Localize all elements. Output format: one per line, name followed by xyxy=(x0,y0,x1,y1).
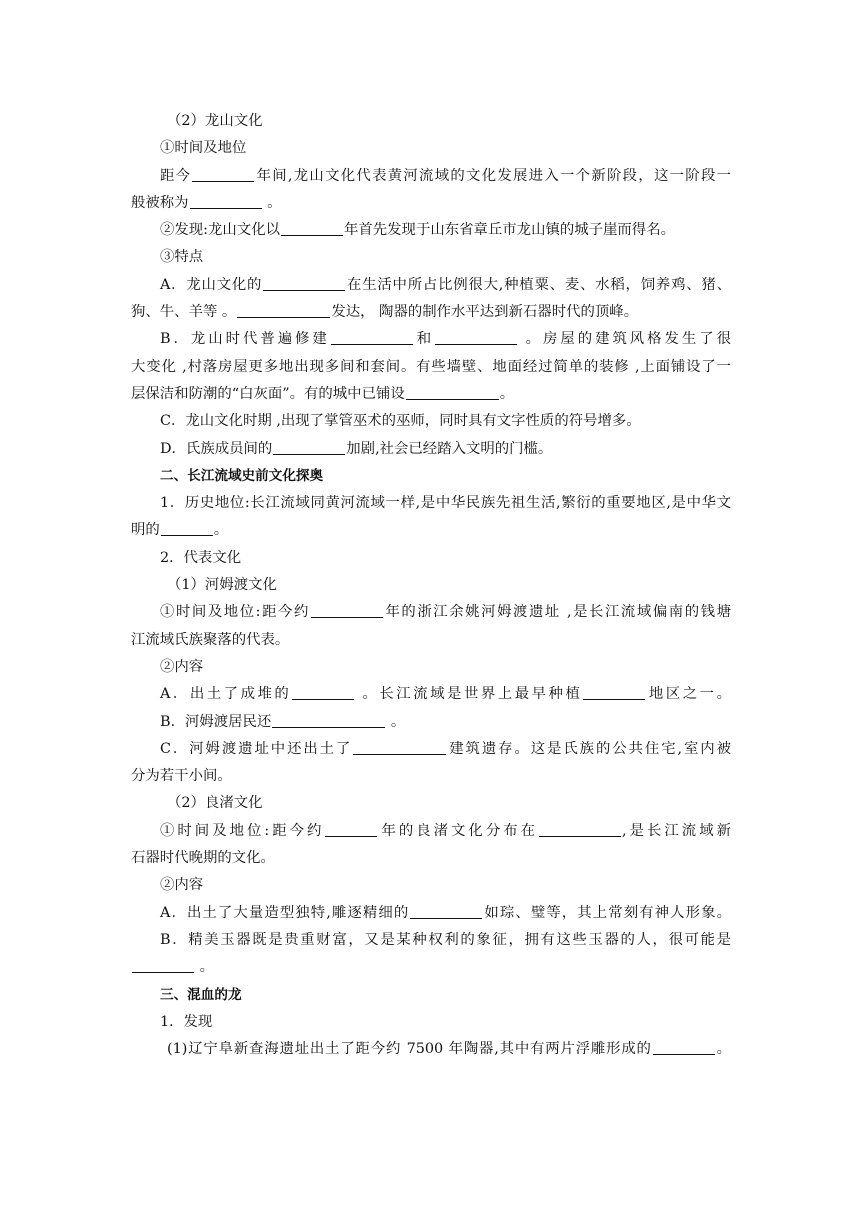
text-line xyxy=(131,818,731,845)
fill-in-blank[interactable] xyxy=(281,221,343,236)
text-segment: 1．发现 xyxy=(160,1013,213,1030)
text-segment: 石器时代晚期的文化。 xyxy=(131,850,275,867)
text-segment: B．龙山时代普遍修建 xyxy=(160,331,330,348)
text-line xyxy=(131,654,731,681)
text-line xyxy=(131,517,731,544)
text-segment: B．河姆渡居民还 xyxy=(160,713,272,730)
fill-in-blank[interactable] xyxy=(192,167,254,182)
text-segment: ①时间及地位:距今约 xyxy=(160,604,310,621)
text-segment: 。 xyxy=(499,385,515,402)
text-line xyxy=(131,108,731,135)
text-line xyxy=(131,709,731,736)
fill-in-blank[interactable] xyxy=(410,904,482,919)
text-line xyxy=(131,790,731,817)
text-segment: （2）良渚文化 xyxy=(167,795,263,812)
text-segment: 般被称为 xyxy=(131,194,189,211)
text-line xyxy=(131,763,731,790)
text-segment: 如琮、璧等，其上常刻有神人形象。 xyxy=(483,904,731,921)
text-segment: ②内容 xyxy=(160,877,204,894)
fill-in-blank[interactable] xyxy=(406,385,499,400)
text-line xyxy=(131,135,731,162)
text-segment: 年间,龙山文化代表黄河流域的文化发展进入一个新阶段，这一阶段一 xyxy=(255,167,731,184)
fill-in-blank[interactable] xyxy=(263,276,345,291)
text-segment: ③特点 xyxy=(160,249,204,266)
text-line xyxy=(131,545,731,572)
text-segment: 江流域氏族聚落的代表。 xyxy=(131,631,290,648)
text-segment: ,是长江流域新 xyxy=(622,822,731,839)
text-segment: A．龙山文化的 xyxy=(160,276,263,293)
text-line xyxy=(131,954,731,981)
text-line xyxy=(131,872,731,899)
fill-in-blank[interactable] xyxy=(273,440,345,455)
fill-in-blank[interactable] xyxy=(325,822,377,837)
text-line xyxy=(131,572,731,599)
text-segment: 明的 xyxy=(131,522,160,539)
fill-in-blank[interactable] xyxy=(331,330,413,345)
text-line xyxy=(131,627,731,654)
text-segment: （2）龙山文化 xyxy=(167,113,263,129)
text-segment: 分为若干小间。 xyxy=(131,768,232,785)
fill-in-blank[interactable] xyxy=(353,740,446,755)
section-heading xyxy=(131,982,731,1009)
text-segment: 。 xyxy=(715,1041,731,1058)
text-segment: 层保洁和防潮的“白灰面”。有的城中已铺设 xyxy=(131,385,405,402)
text-line xyxy=(131,1009,731,1036)
text-segment: 大变化 ,村落房屋更多地出现多间和套间。有些墙壁、地面经过简单的装修 ,上面铺设了一 xyxy=(131,358,731,375)
text-line xyxy=(131,736,731,763)
text-segment: 年首先发现于山东省章丘市龙山镇的城子崖而得名。 xyxy=(343,222,675,239)
text-segment: 。 xyxy=(386,713,406,730)
fill-in-blank[interactable] xyxy=(653,1040,715,1055)
fill-in-blank[interactable] xyxy=(292,685,354,700)
fill-in-blank[interactable] xyxy=(539,822,621,837)
text-segment: 。 xyxy=(195,959,214,976)
fill-in-blank[interactable] xyxy=(311,603,383,618)
text-line xyxy=(131,1036,731,1063)
text-line xyxy=(131,681,731,708)
text-line xyxy=(131,272,731,299)
text-segment: 。房屋的建筑风格发生了很 xyxy=(518,331,731,348)
text-segment: A．出土了成堆的 xyxy=(160,686,292,703)
text-segment: ①时间及地位 xyxy=(160,140,247,157)
text-segment: 和 xyxy=(413,331,435,348)
text-segment: ①时间及地位:距今约 xyxy=(160,822,325,839)
text-segment: 三、混血的龙 xyxy=(160,986,242,1003)
fill-in-blank[interactable] xyxy=(435,330,517,345)
fill-in-blank[interactable] xyxy=(272,713,385,728)
fill-in-blank[interactable] xyxy=(132,958,194,973)
text-segment: C．龙山文化时期 ,出现了掌管巫术的巫师，同时具有文字性质的符号增多。 xyxy=(160,413,641,430)
text-line xyxy=(131,163,731,190)
text-segment: 地区之一。 xyxy=(646,686,731,703)
text-segment: D．氏族成员间的 xyxy=(160,440,273,457)
fill-in-blank[interactable] xyxy=(583,685,645,700)
text-segment: 发达， 陶器的制作水平达到新石器时代的顶峰。 xyxy=(331,304,639,321)
document-body xyxy=(131,108,731,1063)
text-line xyxy=(131,599,731,626)
text-line xyxy=(131,326,731,353)
fill-in-blank[interactable] xyxy=(237,303,330,318)
fill-in-blank[interactable] xyxy=(190,194,262,209)
text-segment: 2．代表文化 xyxy=(160,549,242,566)
text-segment: 建筑遗存。这是氏族的公共住宅,室内被 xyxy=(447,740,731,757)
text-segment: 年的浙江余姚河姆渡遗址 ,是长江流域偏南的钱塘 xyxy=(383,604,731,621)
text-segment: 加剧,社会已经踏入文明的门槛。 xyxy=(346,440,553,457)
text-line xyxy=(131,381,731,408)
text-segment: C．河姆渡遗址中还出土了 xyxy=(160,740,353,757)
text-line xyxy=(131,244,731,271)
text-line xyxy=(131,217,731,244)
text-segment: 。长江流域是世界上最早种植 xyxy=(355,686,583,703)
text-line xyxy=(131,845,731,872)
text-segment: (1)辽宁阜新查海遗址出土了距今约 7500 年陶器,其中有两片浮雕形成的 xyxy=(167,1041,652,1058)
text-segment: 狗、牛、羊等 。 xyxy=(131,304,237,321)
text-segment: A．出土了大量造型独特,雕逐精细的 xyxy=(160,904,410,921)
text-segment: （1）河姆渡文化 xyxy=(167,577,277,594)
text-line xyxy=(131,354,731,381)
text-segment: B．精美玉器既是贵重财富，又是某种权利的象征，拥有这些玉器的人，很可能是 xyxy=(160,931,731,948)
text-line xyxy=(131,190,731,217)
fill-in-blank[interactable] xyxy=(161,521,213,536)
text-segment: ②发现:龙山文化以 xyxy=(160,222,280,239)
text-line xyxy=(131,436,731,463)
text-segment: ②内容 xyxy=(160,658,204,675)
text-line xyxy=(131,299,731,326)
text-segment: 距今 xyxy=(160,167,192,184)
text-segment: 。 xyxy=(213,522,229,539)
text-line xyxy=(131,900,731,927)
text-line xyxy=(131,408,731,435)
text-segment: 年的良渚文化分布在 xyxy=(378,822,539,839)
text-segment: 1．历史地位:长江流域同黄河流域一样,是中华民族先祖生活,繁衍的重要地区,是中华文 xyxy=(160,495,731,512)
section-heading xyxy=(131,463,731,490)
text-line xyxy=(131,490,731,517)
text-segment: 。 xyxy=(262,194,282,211)
text-segment: 在生活中所占比例很大,种植粟、麦、水稻，饲养鸡、猪、 xyxy=(346,276,731,293)
text-line xyxy=(131,927,731,954)
text-segment: 二、长江流域史前文化探奥 xyxy=(160,467,324,484)
